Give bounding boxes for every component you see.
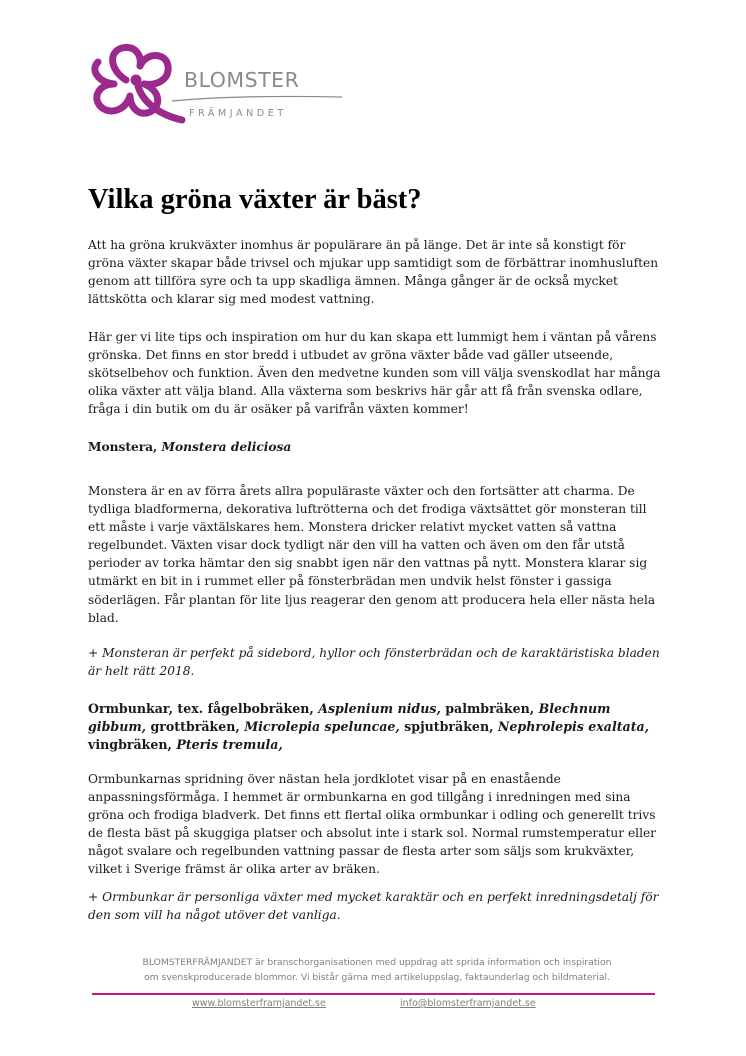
monstera-note: + Monsteran är perfekt på sidebord, hyllor och fönsterbrädan och de karaktäristiska bladen är helt rätt 2018. [88,646,660,679]
fern-heading-part: palmbräken, [440,701,539,716]
email-link[interactable]: info@blomsterframjandet.se [400,998,536,1009]
fern-heading-part: vingbräken, [88,737,177,753]
ferns-paragraph: Ormbunkarnas spridning över nästan hela jordklotet visar på en enastående anpassningsförmåga. I hemmet är ormbunkarna en god tillgång i inredningen med sina gröna och frodiga bladverk. Det finns ett flertal olika ormbunkar i odling och generellt trivs de flesta bäst på skuggiga platser och absolut inte i stark sol. Normal rumstemperatur eller något svalare och regelbunden vattning passar de flesta arter som säljs som krukväxter, vilket i Sverige främst är olika arter av bräken. [88,772,657,877]
section-heading-ferns [88,700,663,754]
fern-heading-part: Ormbunkar, tex. fågelbobräken, [88,701,319,716]
ferns-note: + Ormbunkar är personliga växter med mycket karaktär och en perfekt inredningsdetalj för den som vill ha något utöver det vanliga. [88,890,659,923]
footer-divider [92,993,655,995]
fern-latin-name: Nephrolepis exaltata, [497,719,650,735]
fern-heading-part: grottbräken, [146,719,245,735]
brand-subtitle: FRÄMJANDET [189,108,287,119]
fern-latin-name: Blechnum gibbum, [88,701,611,735]
intro-paragraph-2: Här ger vi lite tips och inspiration om hur du kan skapa ett lummigt hem i väntan på vårens grönska. Det finns en stor bredd i utbudet av gröna växter både vad gäller utseende, skötselbehov och funktion. Även den medvetne kunden som vill välja svenskodlat har många olika växter att välja bland. Alla växterna som beskrivs här går att få från svenska odlare, fråga i din butik om du är osäker på varifrån växten kommer! [88,330,661,417]
heading-latin: Monstera deliciosa [161,440,292,454]
heading-plain: Monstera, [88,440,162,454]
fern-latin-name: Pteris tremula, [176,737,283,753]
footer-description [92,956,662,985]
footer-line-1: BLOMSTERFRÄMJANDET är branschorganisationen med uppdrag att sprida information och inspiration [142,957,612,968]
section-heading-monstera [88,438,663,456]
fern-latin-name: Microlepia speluncae, [244,719,400,735]
website-link[interactable]: www.blomsterframjandet.se [192,998,326,1009]
intro-paragraph-1: Att ha gröna krukväxter inomhus är populärare än på länge. Det är inte så konstigt för gröna växter skapar både trivsel och mjukar upp samtidigt som de förbättrar inomhusluften genom att tillföra syre och ta upp skadliga ämnen. Många gånger är de också mycket lättskötta och klarar sig med modest vattning. [88,238,659,307]
brand-logo [86,40,346,140]
fern-heading-part: spjutbräken, [399,719,498,735]
fern-latin-name: Asplenium nidus, [318,701,441,716]
page-title: Vilka gröna växter är bäst? [88,184,422,215]
footer-line-2: om svenskproducerade blommor. Vi bistår gärna med artikeluppslag, faktaunderlag och bildmaterial. [144,971,610,983]
monstera-paragraph: Monstera är en av förra årets allra populäraste växter och den fortsätter att charma. De tydliga bladformerna, dekorativa luftrötterna och det frodiga växtsättet gör monsteran till ett måste i varje växtälskares hem. Monstera dricker relativt mycket vatten så vattna regelbundet. Växten visar dock tydligt när den vill ha vatten och även om den får utstå perioder av torka hämtar den sig snabbt igen när den vattnas på nytt. Monstera klarar sig utmärkt en bit in i rummet eller på fönsterbrädan men undvik helst fönster i gassiga söderlägen. Får plantan för lite ljus reagerar den genom att producera hela eller nästa hela blad. [88,484,656,625]
brand-name: BLOMSTER [184,68,300,92]
logo-underline-swash [172,95,342,103]
flower-logo-icon [86,40,186,132]
